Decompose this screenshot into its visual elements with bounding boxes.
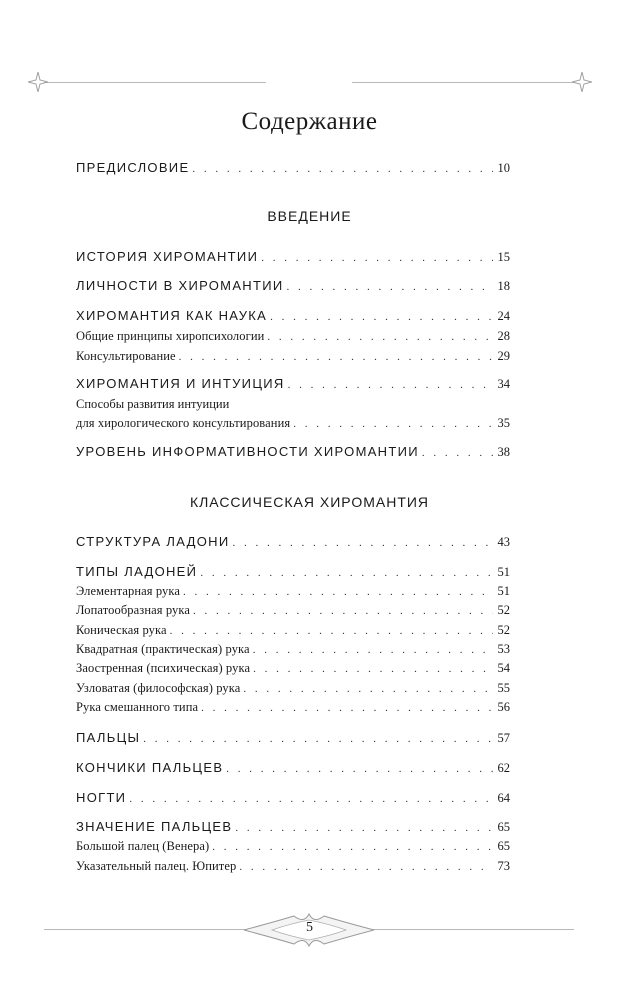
toc-subentry[interactable] [76, 416, 510, 431]
toc-subentry[interactable] [76, 642, 510, 657]
dot-leader [235, 822, 493, 834]
toc-subentry[interactable] [76, 349, 510, 364]
toc-page-number: 57 [497, 731, 510, 745]
dot-leader [422, 447, 493, 459]
dot-leader [200, 567, 493, 579]
toc-entry-label: ПАЛЬЦЫ [76, 730, 141, 745]
dot-leader [170, 625, 493, 637]
toc-entry[interactable] [76, 760, 510, 776]
toc-entry-label: Элементарная рука [76, 584, 181, 598]
toc-page-number: 35 [497, 416, 510, 430]
toc-entry-label: Коническая рука [76, 623, 167, 637]
toc-entry-label: ТИПЫ ЛАДОНЕЙ [76, 564, 198, 579]
toc-page-number: 52 [497, 623, 510, 637]
toc-entry-label: Лопатообразная рука [76, 603, 191, 617]
toc-page-number: 51 [497, 565, 510, 579]
toc-page-number: 10 [497, 161, 510, 175]
toc-entry[interactable] [76, 730, 510, 746]
star-ornament-icon [572, 72, 592, 92]
toc-page-number: 18 [497, 279, 510, 293]
toc-subentry[interactable] [76, 859, 510, 874]
dot-leader [270, 311, 493, 323]
star-ornament-icon [28, 72, 48, 92]
toc-subentry[interactable] [76, 584, 510, 599]
toc-subentry[interactable] [76, 329, 510, 344]
dot-leader [253, 644, 493, 656]
toc-page-number: 73 [497, 859, 510, 873]
toc-page-number: 64 [497, 791, 510, 805]
toc-page-number: 51 [497, 584, 510, 598]
dot-leader [261, 252, 493, 264]
toc-entry-label: ХИРОМАНТИЯ КАК НАУКА [76, 308, 268, 323]
dot-leader [179, 351, 493, 363]
toc-page-number: 53 [497, 642, 510, 656]
dot-leader [288, 379, 493, 391]
dot-leader [253, 663, 493, 675]
toc-entry-label: Указательный палец. Юпитер [76, 859, 237, 873]
dot-leader [193, 605, 493, 617]
dot-leader [201, 702, 493, 714]
page-title: Содержание [241, 108, 378, 135]
dot-leader [267, 331, 493, 343]
header-rule-left [44, 82, 266, 83]
toc-entry-label: ЛИЧНОСТИ В ХИРОМАНТИИ [76, 278, 284, 293]
dot-leader [287, 281, 493, 293]
page-number: 5 [306, 920, 313, 935]
toc-entry[interactable] [76, 444, 510, 460]
toc-page-number: 55 [497, 681, 510, 695]
toc-page-number: 52 [497, 603, 510, 617]
toc-entry-label: Консультирование [76, 349, 176, 363]
dot-leader [226, 763, 493, 775]
toc-page-number: 15 [497, 250, 510, 264]
toc-page-number: 54 [497, 661, 510, 675]
toc-subentry[interactable] [76, 681, 510, 696]
toc-page-number: 65 [497, 839, 510, 853]
toc-entry-label: ЗНАЧЕНИЕ ПАЛЬЦЕВ [76, 819, 233, 834]
section-heading-classic: КЛАССИЧЕСКАЯ ХИРОМАНТИЯ [189, 494, 430, 510]
header-rule-right [352, 82, 574, 83]
toc-page-number: 28 [497, 329, 510, 343]
toc-entry-label: Квадратная (практическая) рука [76, 642, 250, 656]
toc-entry-label: ИСТОРИЯ ХИРОМАНТИИ [76, 249, 259, 264]
toc-subentry[interactable] [76, 839, 510, 854]
toc-page-number: 65 [497, 820, 510, 834]
toc-entry-label: для хирологического консультирования [76, 416, 291, 430]
toc-page-number: 24 [497, 309, 510, 323]
toc-entry[interactable] [76, 308, 510, 324]
toc-entry-label: Заостренная (психическая) рука [76, 661, 251, 675]
dot-leader [143, 733, 493, 745]
toc-page-number: 29 [497, 349, 510, 363]
toc-entry[interactable] [76, 534, 510, 550]
dot-leader [232, 537, 493, 549]
toc-entry-label: Общие принципы хиропсихологии [76, 329, 265, 343]
toc-entry-label: ПРЕДИСЛОВИЕ [76, 160, 190, 175]
toc-entry[interactable] [76, 790, 510, 806]
toc-subentry-line: Способы развития интуиции [76, 397, 230, 411]
toc-page-number: 38 [497, 445, 510, 459]
toc-entry-label: НОГТИ [76, 790, 127, 805]
toc-entry-label: КОНЧИКИ ПАЛЬЦЕВ [76, 760, 224, 775]
toc-entry-label: Большой палец (Венера) [76, 839, 210, 853]
toc-page-number: 56 [497, 700, 510, 714]
dot-leader [129, 793, 493, 805]
toc-entry-label: СТРУКТУРА ЛАДОНИ [76, 534, 230, 549]
toc-subentry[interactable] [76, 603, 510, 618]
toc-entry-label: Узловатая (философская) рука [76, 681, 241, 695]
dot-leader [239, 861, 493, 873]
toc-entry[interactable] [76, 278, 510, 294]
toc-page-number: 34 [497, 377, 510, 391]
toc-subentry[interactable] [76, 661, 510, 676]
dot-leader [183, 586, 493, 598]
toc-entry-label: УРОВЕНЬ ИНФОРМАТИВНОСТИ ХИРОМАНТИИ [76, 444, 419, 459]
toc-entry[interactable] [76, 819, 510, 835]
toc-page-number: 43 [497, 535, 510, 549]
toc-entry[interactable] [76, 376, 510, 392]
toc-subentry[interactable] [76, 623, 510, 638]
dot-leader [243, 683, 493, 695]
toc-subentry[interactable] [76, 700, 510, 715]
section-heading-intro: ВВЕДЕНИЕ [267, 208, 352, 224]
toc-entry[interactable] [76, 249, 510, 265]
toc-page-number: 62 [497, 761, 510, 775]
toc-entry-preface[interactable] [76, 160, 510, 176]
dot-leader [192, 163, 493, 175]
dot-leader [212, 841, 493, 853]
toc-entry[interactable] [76, 564, 510, 580]
dot-leader [293, 418, 493, 430]
toc-entry-label: ХИРОМАНТИЯ И ИНТУИЦИЯ [76, 376, 285, 391]
toc-entry-label: Рука смешанного типа [76, 700, 199, 714]
